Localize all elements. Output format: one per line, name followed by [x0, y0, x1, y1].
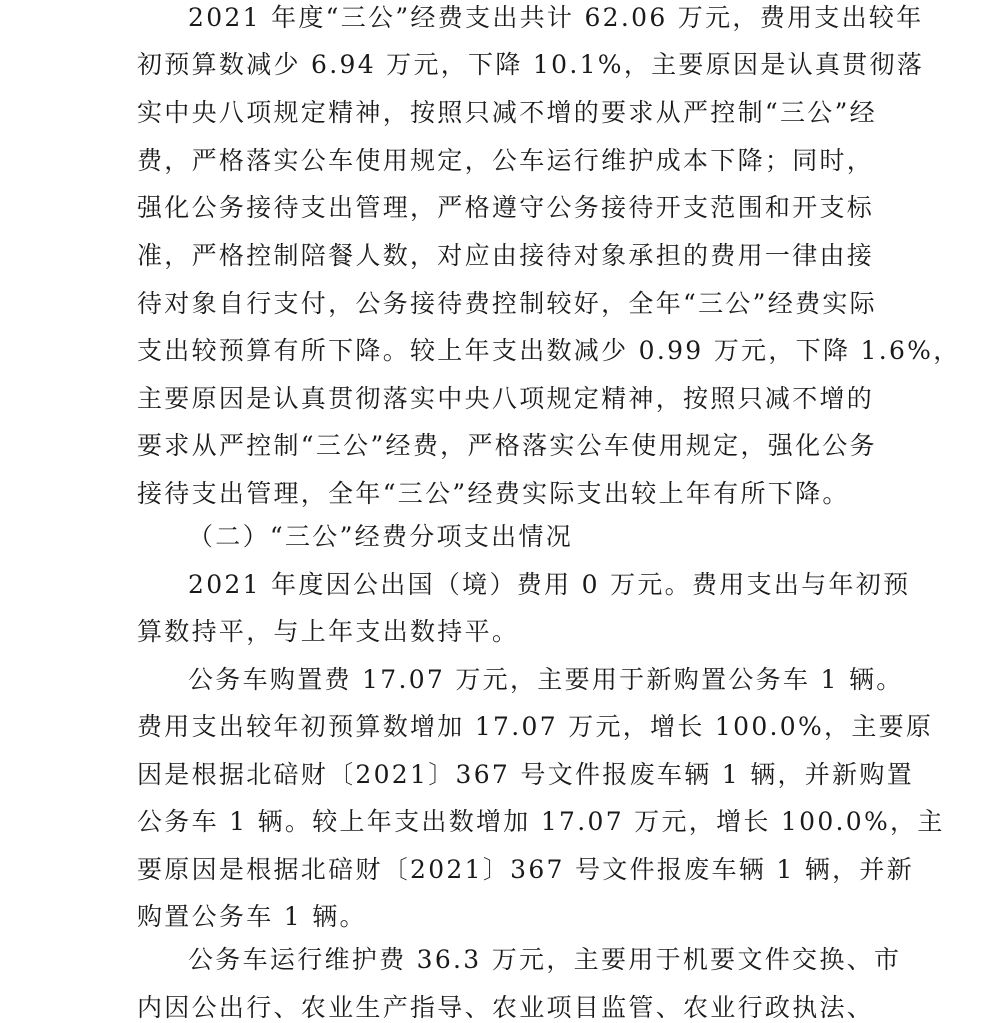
paragraph-line: 实中央八项规定精神，按照只减不增的要求从严控制“三公”经: [137, 98, 877, 127]
paragraph-line: 接待支出管理，全年“三公”经费实际支出较上年有所下降。: [137, 479, 850, 508]
paragraph-line: 2021 年度因公出国（境）费用 0 万元。费用支出与年初预: [188, 570, 911, 599]
paragraph-line: 因是根据北碚财〔2021〕367 号文件报废车辆 1 辆，并新购置: [137, 760, 914, 789]
paragraph-line: 购置公务车 1 辆。: [137, 902, 367, 931]
section-heading: （二）“三公”经费分项支出情况: [188, 522, 574, 551]
paragraph-line: 费用支出较年初预算数增加 17.07 万元，增长 100.0%，主要原: [137, 712, 934, 741]
paragraph-line: 要求从严控制“三公”经费，严格落实公车使用规定，强化公务: [137, 431, 877, 460]
paragraph-line: 公务车 1 辆。较上年支出数增加 17.07 万元，增长 100.0%，主: [137, 807, 945, 836]
paragraph-line: 费，严格落实公车使用规定，公车运行维护成本下降；同时，: [137, 146, 875, 175]
paragraph-line: 强化公务接待支出管理，严格遵守公务接待开支范围和开支标: [137, 193, 875, 222]
paragraph-line: 内因公出行、农业生产指导、农业项目监管、农业行政执法、: [137, 993, 875, 1022]
paragraph-line: 待对象自行支付，公务接待费控制较好，全年“三公”经费实际: [137, 289, 877, 318]
paragraph-line: 主要原因是认真贯彻落实中央八项规定精神，按照只减不增的: [137, 384, 875, 413]
paragraph-line: 支出较预算有所下降。较上年支出数减少 0.99 万元，下降 1.6%，: [137, 336, 961, 365]
paragraph-line: 准，严格控制陪餐人数，对应由接待对象承担的费用一律由接: [137, 241, 875, 270]
paragraph-line: 算数持平，与上年支出数持平。: [137, 617, 520, 646]
paragraph-line: 公务车运行维护费 36.3 万元，主要用于机要文件交换、市: [188, 945, 902, 974]
paragraph-line: 2021 年度“三公”经费支出共计 62.06 万元，费用支出较年: [188, 3, 924, 32]
paragraph-line: 公务车购置费 17.07 万元，主要用于新购置公务车 1 辆。: [188, 665, 904, 694]
paragraph-line: 要原因是根据北碚财〔2021〕367 号文件报废车辆 1 辆，并新: [137, 855, 914, 884]
paragraph-line: 初预算数减少 6.94 万元，下降 10.1%，主要原因是认真贯彻落: [137, 50, 925, 79]
